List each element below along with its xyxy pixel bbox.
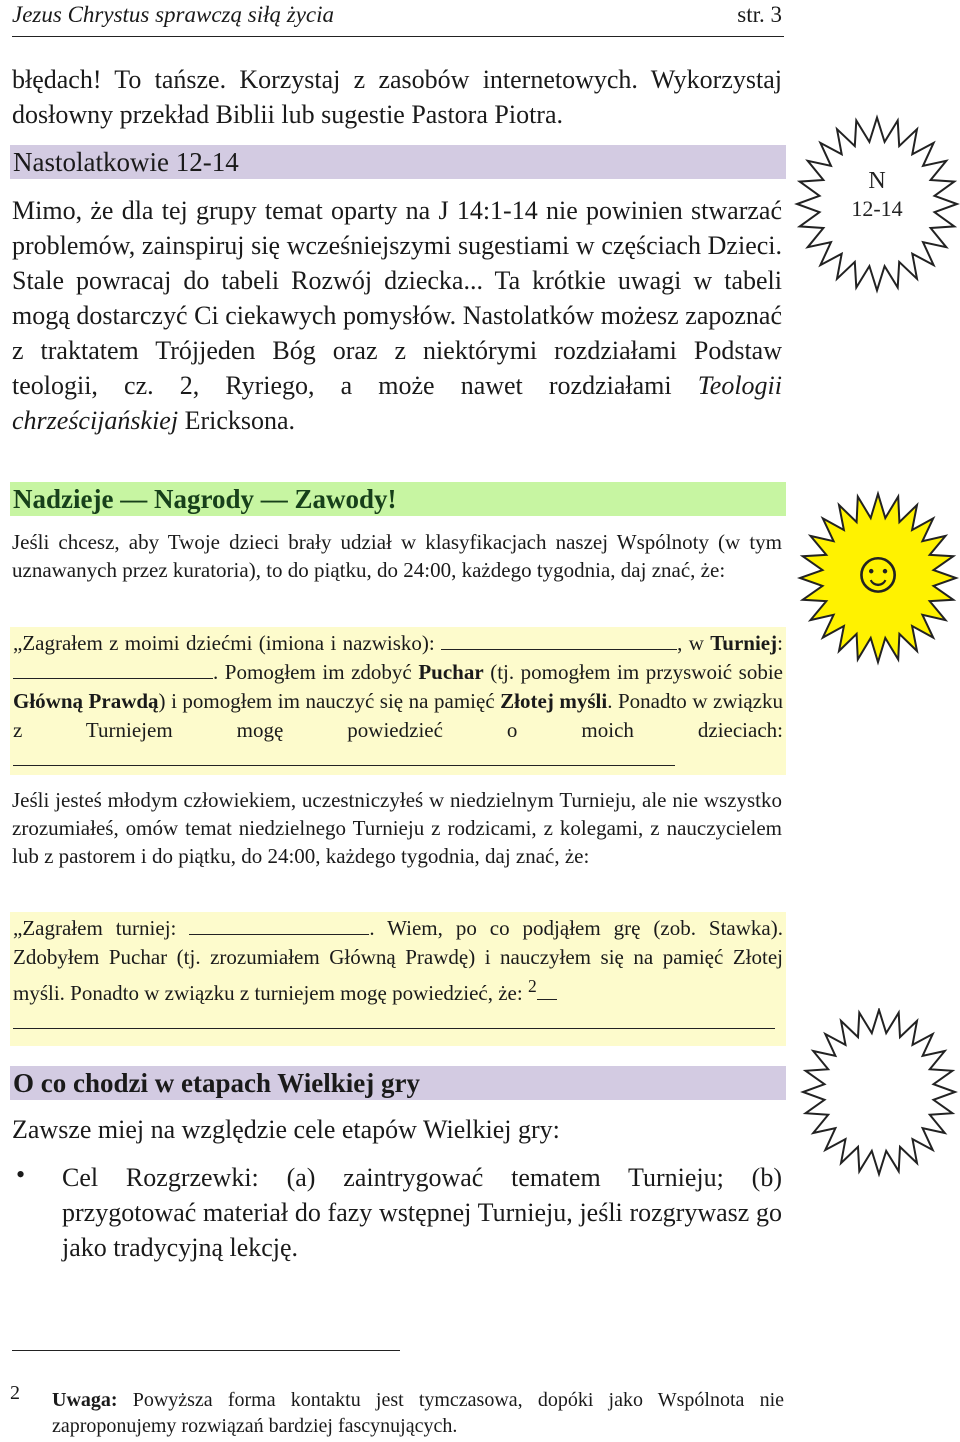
template-text: „Zagrałem z moimi dziećmi (imiona i nazwisko): [13, 631, 442, 655]
hopes-paragraph-1: Jeśli chcesz, aby Twoje dzieci brały udział w klasyfikacjach naszej Wspólnoty (w tym uznawanych przez kuratoria), to do piątku, do 24:00, każdego tygodnia, daj znać, że: [12, 530, 782, 582]
template-text: : [777, 631, 783, 655]
blank-statement-field[interactable] [13, 1010, 775, 1029]
section-heading-teens: Nastolatkowie 12-14 [10, 145, 786, 179]
stages-intro: Zawsze miej na względzie cele etapów Wielkiej gry: [12, 1115, 560, 1144]
footnote-divider [12, 1350, 400, 1351]
teens-body-end: Ericksona. [178, 406, 296, 435]
template-text: „Zagrałem turniej: [13, 916, 190, 940]
footnote-label: Uwaga: [52, 1389, 118, 1411]
blank-tournament-field[interactable] [13, 660, 213, 679]
zigzag-star-icon [803, 1010, 955, 1174]
footnote-mark: 2 [10, 1382, 20, 1404]
teens-body-start: Mimo, że dla tej grupy temat oparty na J 14:1-14 nie powinien stwarzać problemów, zainspiruj się wcześniejszymi sugestiami w częściach Dzieci. Stale powracaj do tabeli Rozwój dziecka... Ta krótkie uwagi w tabeli mogą dostarczyć Ci ciekawych pomysłów. Nastolatków możesz zapoznać z traktatem Trójjeden Bóg oraz z niektórymi rozdziałami Podstaw teologii, cz. 2, Ryriego, a może nawet rozdziałami [12, 196, 782, 400]
bullet-marker: • [16, 1160, 26, 1189]
template-text: . Ponadto w związku z Turniejem mogę powiedzieć o moich dzieciach: [13, 689, 783, 742]
section-heading-hopes: Nadzieje — Nagrody — Zawody! [10, 482, 786, 516]
footnote-reference[interactable]: 2 [527, 976, 537, 996]
blank-children-field[interactable] [13, 747, 675, 766]
template-text: ) i pomogłem im nauczyć się na pamięć [158, 689, 501, 713]
section-heading-stages: O co chodzi w etapach Wielkiej gry [10, 1066, 786, 1100]
footnote-text [52, 1387, 784, 1439]
blank-short-field[interactable] [537, 981, 557, 1000]
bullet-item-warmup: Cel Rozgrzewki: (a) zaintrygować tematem Turnieju; (b) przygotować materiał do fazy wstępnej Turnieju, jeśli rozgrywasz go jako tradycyjną lekcję. [62, 1163, 782, 1262]
template-text: . Pomogłem im zdobyć [213, 660, 419, 684]
badge-letter: N [868, 168, 886, 194]
contact-template-youth [10, 912, 786, 1046]
zigzag-badge-empty [800, 1008, 958, 1180]
sun-badge-smiley [796, 490, 960, 670]
badge-age-range: 12-14 [851, 196, 903, 221]
footnote-body: Powyższa forma kontaktu jest tymczasowa, dopóki jako Wspólnota nie zaproponujemy rozwiązań bardziej fascynujących. [52, 1389, 784, 1437]
header-divider [12, 36, 784, 37]
intro-paragraph: błędach! To tańsze. Korzystaj z zasobów internetowych. Wykorzystaj dosłowny przekład Biblii lub sugestie Pastora Piotra. [12, 65, 782, 129]
running-header-title: Jezus Chrystus sprawczą siłą życia [12, 2, 334, 27]
zigzag-badge-teens [794, 112, 960, 298]
template-text: . Wiem, po co podjąłem grę (zob. Stawka). Zdobyłem Puchar (tj. zrozumiałem Główną Prawdę) i nauczyłem się na pamięć Złotej myśli. Ponadto w związku z turniejem mogę powiedzieć, że: [13, 916, 783, 1005]
blank-tournament-field[interactable] [189, 916, 369, 935]
blank-names-field[interactable] [441, 631, 677, 650]
contact-template-parents [10, 627, 786, 775]
teens-paragraph [12, 193, 782, 438]
template-bold: Główną Prawdą [13, 689, 159, 713]
hopes-paragraph-2: Jeśli jesteś młodym człowiekiem, uczestniczyłeś w niedzielnym Turnieju, ale nie wszystko zrozumiałeś, omów temat niedzielnego Turnieju z rodzicami, z kolegami, z nauczycielem lub z pastorem i do piątku, do 24:00, każdego tygodnia, daj znać, że: [12, 788, 782, 868]
page-number: str. 3 [737, 2, 782, 27]
template-bold: Puchar [418, 660, 484, 684]
smiley-icon: ☺ [847, 539, 909, 605]
template-text: (tj. pomogłem im przyswoić sobie [483, 660, 783, 684]
template-bold: Turniej [710, 631, 778, 655]
teens-body-italic: Teologii chrześcijańskiej [12, 371, 782, 435]
template-text: , w [677, 631, 711, 655]
template-bold: Złotej myśli [500, 689, 608, 713]
